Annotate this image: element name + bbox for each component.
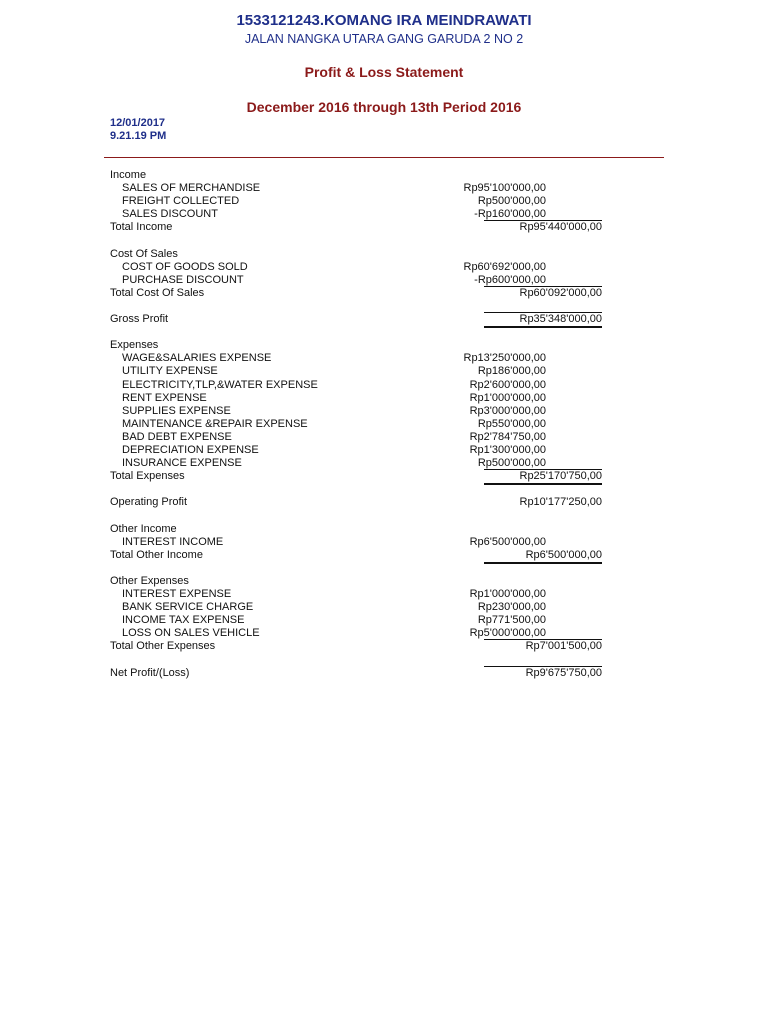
section-total bbox=[0, 496, 768, 509]
section-total-amount: Rp25'170'750,00 bbox=[519, 470, 602, 483]
section-total-amount: Rp6'500'000,00 bbox=[525, 548, 602, 561]
line-item-amount: Rp2'600'000,00 bbox=[469, 378, 546, 391]
section-total-amount: Rp7'001'500,00 bbox=[525, 640, 602, 653]
section-heading bbox=[0, 523, 768, 536]
section-total-label: Total Expenses bbox=[110, 470, 185, 483]
line-item bbox=[0, 379, 768, 392]
line-item bbox=[0, 457, 768, 470]
line-item-amount: Rp500'000,00 bbox=[477, 457, 546, 470]
line-item-label: INCOME TAX EXPENSE bbox=[122, 614, 245, 627]
report-period: December 2016 through 13th Period 2016 bbox=[246, 99, 522, 115]
line-item-label: SUPPLIES EXPENSE bbox=[122, 404, 231, 417]
line-item-amount: Rp2'784'750,00 bbox=[469, 430, 546, 443]
total-rule-bottom bbox=[484, 483, 602, 485]
line-item-amount: Rp1'000'000,00 bbox=[469, 588, 546, 600]
line-item bbox=[0, 208, 768, 221]
section-total-label: Operating Profit bbox=[110, 496, 188, 509]
line-item-amount: Rp186'000,00 bbox=[477, 365, 546, 378]
line-item bbox=[0, 365, 768, 378]
company-address: JALAN NANGKA UTARA GANG GARUDA 2 NO 2 bbox=[244, 32, 524, 46]
line-item-label: INSURANCE EXPENSE bbox=[122, 457, 242, 470]
section-total bbox=[0, 313, 768, 326]
line-item bbox=[0, 588, 768, 601]
section-heading-label: Income bbox=[110, 169, 147, 181]
line-item-label: MAINTENANCE &REPAIR EXPENSE bbox=[122, 417, 308, 430]
line-item-amount: Rp6'500'000,00 bbox=[469, 535, 546, 548]
section-total-label: Total Income bbox=[110, 221, 173, 234]
report-date: 12/01/2017 bbox=[110, 117, 166, 129]
line-item-label: INTEREST INCOME bbox=[122, 535, 224, 548]
line-item bbox=[0, 352, 768, 365]
line-item-amount: Rp1'000'000,00 bbox=[469, 391, 546, 404]
line-item-amount: -Rp600'000,00 bbox=[474, 273, 546, 286]
section-spacer bbox=[0, 234, 768, 247]
section-total bbox=[0, 549, 768, 562]
section-total bbox=[0, 470, 768, 483]
line-item bbox=[0, 274, 768, 287]
line-item bbox=[0, 627, 768, 640]
section-spacer bbox=[0, 326, 768, 339]
section-total bbox=[0, 221, 768, 234]
section-heading bbox=[0, 575, 768, 588]
line-item-label: COST OF GOODS SOLD bbox=[122, 260, 248, 273]
line-item-label: UTILITY EXPENSE bbox=[122, 365, 218, 378]
section-spacer bbox=[0, 562, 768, 575]
line-item-label: SALES DISCOUNT bbox=[122, 208, 218, 221]
line-item bbox=[0, 431, 768, 444]
line-item-amount: Rp3'000'000,00 bbox=[469, 404, 546, 417]
section-spacer bbox=[0, 653, 768, 666]
line-item bbox=[0, 418, 768, 431]
line-item-amount: -Rp160'000,00 bbox=[474, 208, 546, 221]
line-item-amount: Rp230'000,00 bbox=[477, 601, 546, 614]
line-item bbox=[0, 536, 768, 549]
section-heading-label: Other Income bbox=[110, 522, 177, 535]
company-name: 1533121243.KOMANG IRA MEINDRAWATI bbox=[236, 12, 532, 29]
line-item bbox=[0, 182, 768, 195]
section-total-amount: Rp10'177'250,00 bbox=[519, 496, 602, 509]
section-total-amount: Rp60'092'000,00 bbox=[519, 286, 602, 299]
total-rule-bottom bbox=[484, 562, 602, 564]
section-total-label: Gross Profit bbox=[110, 313, 169, 326]
line-item bbox=[0, 195, 768, 208]
statement-body bbox=[0, 169, 768, 680]
line-item bbox=[0, 614, 768, 627]
section-total-amount: Rp35'348'000,00 bbox=[519, 313, 602, 326]
line-item-amount: Rp550'000,00 bbox=[477, 417, 546, 430]
line-item-amount: Rp1'300'000,00 bbox=[469, 443, 546, 456]
section-total bbox=[0, 667, 768, 680]
line-item-label: FREIGHT COLLECTED bbox=[122, 195, 240, 208]
line-item-label: INTEREST EXPENSE bbox=[122, 588, 232, 600]
line-item bbox=[0, 601, 768, 614]
section-total-label: Total Other Expenses bbox=[110, 640, 216, 653]
line-item-label: PURCHASE DISCOUNT bbox=[122, 273, 244, 286]
section-heading bbox=[0, 339, 768, 352]
line-item-label: BAD DEBT EXPENSE bbox=[122, 430, 232, 443]
section-heading-label: Other Expenses bbox=[110, 574, 189, 587]
line-item bbox=[0, 405, 768, 418]
line-item-amount: Rp60'692'000,00 bbox=[463, 260, 546, 273]
line-item-label: RENT EXPENSE bbox=[122, 391, 207, 404]
line-item bbox=[0, 392, 768, 405]
report-time: 9.21.19 PM bbox=[110, 130, 167, 142]
section-spacer bbox=[0, 483, 768, 496]
line-item bbox=[0, 261, 768, 274]
section-heading bbox=[0, 248, 768, 261]
section-total bbox=[0, 287, 768, 300]
line-item-label: DEPRECIATION EXPENSE bbox=[122, 443, 259, 456]
section-total-amount: Rp9'675'750,00 bbox=[525, 666, 602, 679]
total-rule-bottom bbox=[484, 326, 602, 328]
section-total-label: Total Cost Of Sales bbox=[110, 286, 205, 299]
section-heading-label: Expenses bbox=[110, 339, 159, 352]
report-title: Profit & Loss Statement bbox=[304, 64, 464, 80]
section-total-amount: Rp95'440'000,00 bbox=[519, 221, 602, 234]
line-item-amount: Rp13'250'000,00 bbox=[463, 352, 546, 365]
line-item-label: WAGE&SALARIES EXPENSE bbox=[122, 352, 272, 365]
line-item-label: BANK SERVICE CHARGE bbox=[122, 601, 254, 614]
header-divider bbox=[104, 157, 664, 158]
line-item-label: LOSS ON SALES VEHICLE bbox=[122, 627, 260, 640]
section-spacer bbox=[0, 300, 768, 313]
section-spacer bbox=[0, 509, 768, 522]
section-total bbox=[0, 640, 768, 653]
line-item-label: SALES OF MERCHANDISE bbox=[122, 182, 261, 195]
line-item-amount: Rp500'000,00 bbox=[477, 195, 546, 208]
line-item-amount: Rp5'000'000,00 bbox=[469, 627, 546, 640]
section-heading-label: Cost Of Sales bbox=[110, 247, 178, 260]
line-item-amount: Rp95'100'000,00 bbox=[463, 182, 546, 195]
line-item-amount: Rp771'500,00 bbox=[477, 614, 546, 627]
section-total-label: Total Other Income bbox=[110, 548, 203, 561]
section-heading bbox=[0, 169, 768, 182]
line-item bbox=[0, 444, 768, 457]
line-item-label: ELECTRICITY,TLP,&WATER EXPENSE bbox=[122, 378, 318, 391]
section-total-label: Net Profit/(Loss) bbox=[110, 666, 190, 679]
